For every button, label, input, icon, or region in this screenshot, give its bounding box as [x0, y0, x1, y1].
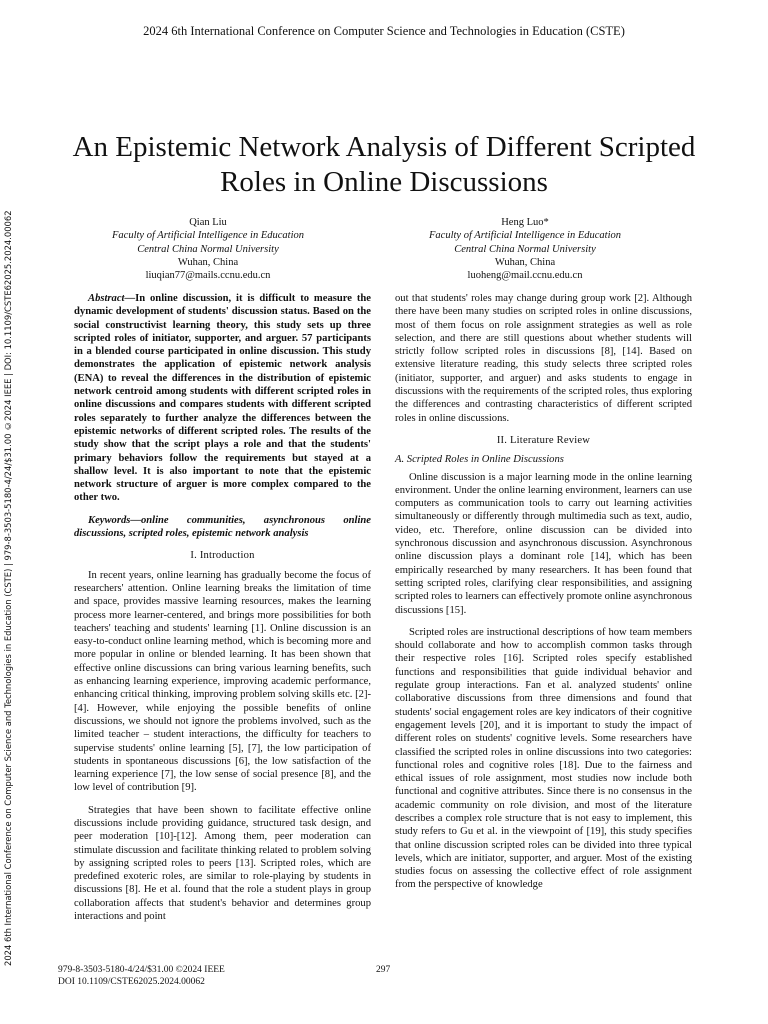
author-name: Qian Liu [189, 217, 227, 228]
left-column [74, 292, 371, 932]
paper-title: An Epistemic Network Analysis of Different Scripted Roles in Online Discussions [72, 131, 696, 198]
author-location: Wuhan, China [494, 256, 556, 268]
abstract [74, 292, 371, 505]
section-heading-literature-review: II. Literature Review [496, 434, 591, 446]
abstract-text: —In online discussion, it is difficult to measure the dynamic development of students' discussion status. Based on the social constructivist learning theory, this study sets up three scripted roles of initiator, supporter, and arguer. 57 participants in a blended course participated in online discussion. This study demonstrates the application of epistemic network analysis (ENA) to reveal the differences in the distribution of epistemic network centroid among students with different scripted roles in online discussions and compares students with different scripted roles separately to further analyze the differences between the epistemic networks of different scripted roles. The results of the study show that the script plays a role and that the students' primary behaviors follow the requirements but stayed at a shallow level. It is also important to note that the epistemic network structure of arguer is more complex compared to the other two. [74, 293, 371, 504]
author-email[interactable]: liuqian77@mails.ccnu.edu.cn [145, 270, 271, 282]
conference-header: 2024 6th International Conference on Computer Science and Technologies in Education (CSTE) [143, 24, 625, 38]
author-university: Central China Normal University [454, 243, 596, 255]
paragraph: In recent years, online learning has gradually become the focus of researchers' attention. Online learning breaks the limitation of time and space, provides massive learning resources, makes the learning process more learner-centered, and brings more possibilities for both teachers' teaching and students' learning [1]. Online discussion is an easy-to-conduct online learning method, which is becoming more and more popular in online or blended learning. It has been shown that effective online discussions can bring various learning benefits, such as enhancing learning experience, improving academic performance, enhancing critical thinking, improving problem solving skills etc. [2]-[4]. However, while enjoying the possible benefits of online discussions, we should not ignore the problems involved, such as the limited teacher – student interactions, the difficulty for teachers to supervise students' online learning [5], [7], the low participation of students in spontaneous discussions [6], the low satisfaction of the learning experience [7], the low sense of social presence [8], and the low level of contribution [9]. [74, 569, 371, 794]
footer-isbn: 979-8-3503-5180-4/24/$31.00 ©2024 IEEE [58, 965, 225, 975]
page-number: 297 [376, 965, 391, 975]
author-block-2 [375, 216, 675, 282]
section-heading-introduction: I. Introduction [190, 550, 255, 562]
keywords: Keywords—online communities, asynchronous online discussions, scripted roles, epistemic network analysis [74, 514, 371, 540]
paragraph: out that students' roles may change during group work [2]. Although there have been many studies on scripted roles in online discussions, most of them focus on role assignment strategies as well as role selection, and there are still questions about whether students will strictly follow scripted roles in discussions [8], [14]. Based on extensive literature reading, this study selects three scripted roles (initiator, supporter, and arguer) and asks students to engage in discussions with the requirements of the scripted roles, thus exploring the differences and contrasting characteristics of different scripted roles in online discussions. [395, 293, 692, 424]
paragraph: Strategies that have been shown to facilitate effective online discussions include providing guidance, structured task design, and peer moderation [10]-[12]. Among them, peer moderation can stimulate discussion and facilitate thinking related to problem solving by assigning scripted roles to peers [13]. Scripted roles, which are predefined exoteric roles, are similar to role-playing by students in discussions [8]. He et al. found that the role a student plays in group collaboration affects that student's behavior and determines group interactions and point [74, 804, 371, 923]
paragraph: Scripted roles are instructional descriptions of how team members should collaborate and how to accomplish common tasks through their respective roles [16]. Scripted roles specify established functions and responsibilities that guide individual behavior and regulate group interactions. Fan et al. analyzed students' online collaborative discussions from three dimensions and found that students' social engagement roles are key indicators of their cognitive engagement levels [20], and it is important to study the impact of different roles on students' cognitive levels. Some researchers have classified the scripted roles in online discussions into two categories: functional roles and cognitive roles [18]. Due to the fairness and ethical issues of role assignment, most studies now include both functional and cognitive attributes. Since there is no consensus in the academic community on role division, and most of the literature describes a complex role structure that is not easy to implement, this study refers to Gu et al. in the viewpoint of [19], this study specifies that online discussion scripted roles can be divided into three typical levels, which are initiator, supporter, and arguer. Most of the existing studies focus on assessing the collective effect of role assignment from the perspective of knowledge [395, 626, 692, 891]
right-column [395, 292, 692, 901]
author-affiliation: Faculty of Artificial Intelligence in Education [429, 230, 621, 242]
author-name: Heng Luo* [501, 217, 549, 228]
author-block-1 [58, 216, 358, 282]
footer-isbn-doi [58, 965, 225, 988]
author-location: Wuhan, China [177, 256, 239, 268]
author-email[interactable]: luoheng@mail.ccnu.edu.cn [467, 270, 583, 282]
footer-doi: DOI 10.1109/CSTE62025.2024.00062 [58, 976, 205, 987]
paragraph: Online discussion is a major learning mode in the online learning environment. Under the online learning environment, learners can use computers as communication tools to carry out learning activities simultaneously or differently through multimedia such as text, audio, video, etc. Therefore, online discussion can be divided into synchronous discussion and asynchronous discussion. Asynchronous online discussion plays a dominant role [14], which has been empirically researched by many researchers. It has been found that setting scripted roles, clarifying clear responsibilities, and assigning scripted roles to learners can effectively promote online asynchronous discussions [15]. [395, 471, 692, 616]
abstract-lead: Abstract [88, 293, 125, 304]
side-citation-strip: 2024 6th International Conference on Computer Science and Technologies in Education (CSTE) | 979-8-3503-5180-4/24/$31.00 ©2024 IEEE | DOI: 10.1109/CSTE62025.2024.00062 [3, 210, 13, 966]
author-university: Central China Normal University [137, 243, 279, 255]
subsection-heading: A. Scripted Roles in Online Discussions [395, 454, 564, 466]
author-affiliation: Faculty of Artificial Intelligence in Education [112, 230, 304, 242]
